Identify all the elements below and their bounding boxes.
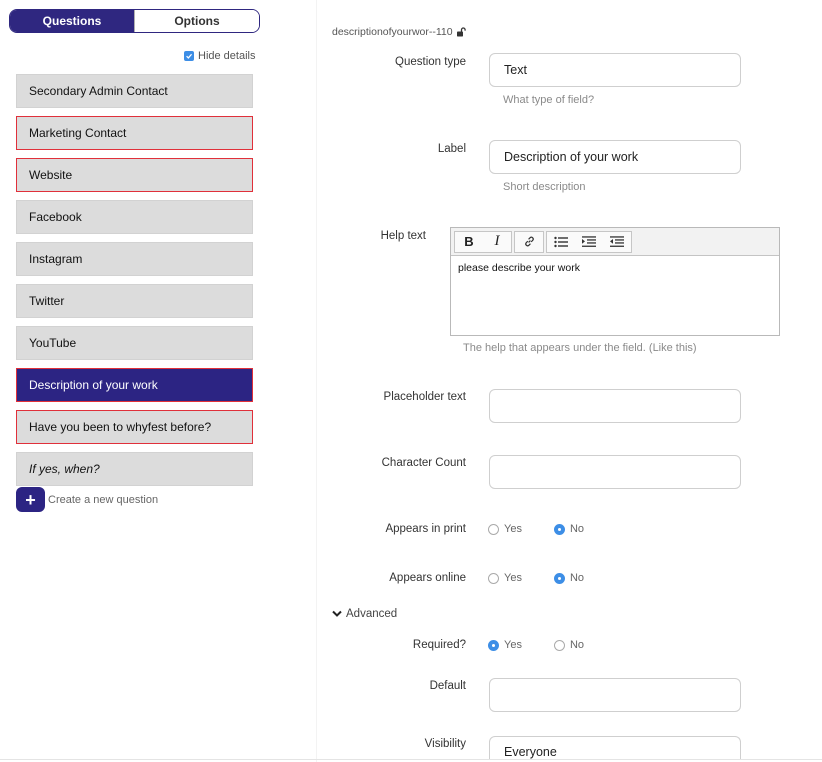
question-item-been-to-whyfest[interactable]: Have you been to whyfest before? [16, 410, 253, 444]
tab-questions[interactable]: Questions [10, 10, 134, 32]
required-group [488, 639, 584, 651]
tab-options[interactable]: Options [134, 10, 259, 32]
question-item-website[interactable]: Website [16, 158, 253, 192]
bullet-list-icon[interactable] [547, 232, 575, 252]
create-question-button[interactable] [16, 487, 158, 512]
appears-in-print-no[interactable] [554, 523, 584, 535]
appears-in-print-yes[interactable] [488, 523, 522, 535]
unlock-icon[interactable] [456, 27, 466, 37]
radio-button[interactable] [554, 573, 565, 584]
link-icon[interactable] [515, 232, 543, 252]
plus-icon[interactable]: + [16, 487, 45, 512]
radio-button[interactable] [488, 640, 499, 651]
create-question-label: Create a new question [48, 493, 159, 506]
hide-details-checkbox[interactable] [184, 51, 194, 61]
question-item-if-yes-when[interactable]: If yes, when? [16, 452, 253, 486]
hide-details-label: Hide details [198, 50, 256, 62]
question-item-secondary-admin-contact[interactable]: Secondary Admin Contact [16, 74, 253, 108]
radio-label: Yes [504, 523, 522, 535]
label-input[interactable]: Description of your work [489, 140, 741, 174]
placeholder-input[interactable] [489, 389, 741, 423]
link-group [514, 231, 544, 253]
tab-bar [9, 9, 260, 33]
label-hint: Short description [503, 181, 586, 193]
visibility-select[interactable]: Everyone [489, 736, 741, 760]
list-group [546, 231, 632, 253]
question-id-text: descriptionofyourwor--110 [332, 26, 453, 38]
advanced-label: Advanced [346, 608, 398, 620]
question-item-marketing-contact[interactable]: Marketing Contact [16, 116, 253, 150]
appears-online-group [488, 572, 584, 584]
question-list [16, 74, 253, 494]
help-text-hint: The help that appears under the field. (Like this) [463, 342, 697, 354]
visibility-label: Visibility [424, 738, 466, 750]
required-yes[interactable] [488, 639, 522, 651]
radio-button[interactable] [554, 640, 565, 651]
radio-button[interactable] [488, 524, 499, 535]
page-bottom-border [0, 759, 822, 760]
hide-details-toggle[interactable] [184, 50, 255, 62]
bold-icon[interactable]: B [464, 234, 474, 249]
advanced-toggle[interactable] [332, 608, 397, 620]
help-text-label: Help text [380, 230, 426, 242]
question-item-facebook[interactable]: Facebook [16, 200, 253, 234]
default-label: Default [429, 680, 466, 692]
italic-icon[interactable]: I [494, 233, 500, 249]
question-item-youtube[interactable]: YouTube [16, 326, 253, 360]
appears-online-yes[interactable] [488, 572, 522, 584]
question-item-instagram[interactable]: Instagram [16, 242, 253, 276]
appears-in-print-group [488, 523, 584, 535]
label-field-label: Label [437, 143, 466, 155]
radio-label: Yes [504, 639, 522, 651]
help-text-editor [450, 227, 780, 336]
help-text-content[interactable]: please describe your work [458, 262, 580, 274]
radio-label: No [569, 639, 585, 651]
editor-toolbar [451, 228, 779, 256]
appears-in-print-label: Appears in print [385, 523, 466, 535]
format-group [454, 231, 512, 253]
question-type-label: Question type [395, 56, 466, 68]
default-input[interactable] [489, 678, 741, 712]
indent-icon[interactable] [575, 232, 603, 252]
character-count-label: Character Count [381, 457, 466, 469]
appears-online-label: Appears online [389, 572, 466, 584]
outdent-icon[interactable] [603, 232, 631, 252]
required-no[interactable] [554, 639, 584, 651]
radio-button[interactable] [488, 573, 499, 584]
chevron-down-icon [332, 610, 342, 618]
radio-label: No [569, 523, 585, 535]
placeholder-label: Placeholder text [383, 391, 466, 403]
question-type-select[interactable]: Text [489, 53, 741, 87]
radio-label: No [569, 572, 585, 584]
panel-divider [316, 0, 317, 762]
required-label: Required? [412, 639, 466, 651]
appears-online-no[interactable] [554, 572, 584, 584]
radio-label: Yes [504, 572, 522, 584]
question-type-hint: What type of field? [503, 94, 595, 106]
question-item-twitter[interactable]: Twitter [16, 284, 253, 318]
question-item-description-of-your-work[interactable]: Description of your work [16, 368, 253, 402]
radio-button[interactable] [554, 524, 565, 535]
question-id [332, 26, 466, 38]
character-count-input[interactable] [489, 455, 741, 489]
